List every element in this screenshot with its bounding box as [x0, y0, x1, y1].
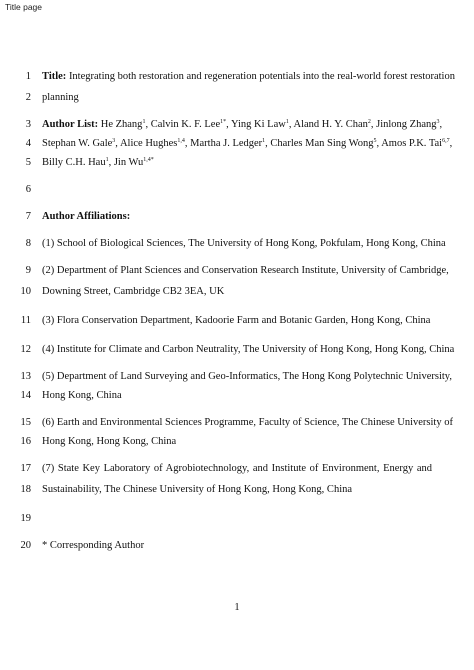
line-number: 10 [20, 286, 31, 297]
affiliation-item: (4) Institute for Climate and Carbon Neutrality, The University of Hong Kong, Hong Kong, China [42, 344, 455, 355]
line-number: 8 [25, 238, 31, 249]
line-number: 2 [25, 92, 31, 103]
title-line-2: planning [42, 92, 79, 103]
author-name: Calvin K. F. Lee [150, 119, 221, 130]
author-line-2: Stephan W. Gale$^3$, Alice Hughes$^{1,4}$, Martha J. Ledger$^1$, Charles Man Sing Wong$^5$, Amos P.K. Tai$^{6,7}$, [42, 138, 453, 149]
line-number: 17 [20, 463, 31, 474]
page-number: 1 [234, 602, 240, 613]
author-affiliation-mark: 1 [105, 157, 109, 163]
line-number: 3 [25, 119, 31, 130]
author-name: He Zhang [100, 119, 143, 130]
author-line-1: Author List: He Zhang$^1$, Calvin K. F. Lee$^{1*}$, Ying Ki Law$^1$, Aland H. Y. Chan$^2$, Jinlong Zhang$^3$, [42, 119, 443, 130]
author-name: Alice Hughes [119, 138, 178, 149]
title-text: Integrating both restoration and regeneration potentials into the real-world forest restoration [68, 71, 455, 82]
author-affiliation-mark: 3 [112, 138, 116, 144]
affiliation-item-continued: Sustainability, The Chinese University of Hong Kong, Hong Kong, China [42, 484, 353, 495]
affiliation-item: (1) School of Biological Sciences, The University of Hong Kong, Pokfulam, Hong Kong, China [42, 238, 446, 249]
affiliation-item-continued: Hong Kong, China [42, 390, 122, 401]
line-number: 19 [20, 513, 31, 524]
line-number: 20 [20, 540, 31, 551]
line-number: 1 [25, 71, 31, 82]
line-number: 15 [20, 417, 31, 428]
author-name: Charles Man Sing Wong [270, 138, 374, 149]
author-name: Martha J. Ledger [190, 138, 263, 149]
author-affiliation-mark: 1 [262, 138, 266, 144]
author-name: Stephan W. Gale [42, 138, 113, 149]
author-affiliation-mark: 6,7 [442, 138, 450, 144]
title-label: Title: [42, 71, 67, 82]
author-affiliation-mark: 1 [285, 119, 289, 125]
running-head: Title page [5, 2, 43, 12]
line-number: 12 [20, 344, 31, 355]
line-number: 16 [20, 436, 31, 447]
line-number: 13 [20, 371, 31, 382]
author-affiliation-mark: 5 [373, 138, 377, 144]
author-name: Aland H. Y. Chan [293, 119, 368, 130]
line-number: 18 [20, 484, 31, 495]
affiliation-item-continued: Hong Kong, Hong Kong, China [42, 436, 177, 447]
affiliations-heading: Author Affiliations: [42, 211, 131, 222]
affiliation-item: (7) State Key Laboratory of Agrobiotechnology, and Institute of Environment, Energy and [42, 463, 432, 474]
author-affiliation-mark: 2 [367, 119, 371, 125]
line-number: 7 [25, 211, 31, 222]
author-name: Jinlong Zhang [376, 119, 437, 130]
author-affiliation-mark: 1,4* [143, 157, 154, 163]
line-number: 9 [25, 265, 31, 276]
author-name: Amos P.K. Tai [381, 138, 443, 149]
affiliation-item: (3) Flora Conservation Department, Kadoorie Farm and Botanic Garden, Hong Kong, China [42, 315, 431, 326]
affiliation-item: (6) Earth and Environmental Sciences Programme, Faculty of Science, The Chinese University of [42, 417, 453, 428]
author-name: Ying Ki Law [231, 119, 286, 130]
author-name: Jin Wu [113, 157, 144, 168]
corresponding-author-note: * Corresponding Author [42, 540, 145, 551]
line-number: 4 [25, 138, 31, 149]
author-affiliation-mark: 3 [436, 119, 440, 125]
author-list-label: Author List: [42, 119, 99, 130]
author-affiliation-mark: 1,4 [177, 138, 185, 144]
line-number: 5 [25, 157, 31, 168]
author-line-3: Billy C.H. Hau$^1$, Jin $Wu^{1,4*}$ [42, 157, 154, 168]
line-number: 11 [20, 315, 31, 326]
affiliation-item: (2) Department of Plant Sciences and Conservation Research Institute, University of Cambridge, [42, 265, 449, 276]
line-number: 14 [20, 390, 31, 401]
title-line-1 [42, 70, 455, 83]
author-affiliation-mark: 1 [142, 119, 146, 125]
affiliation-item-continued: Downing Street, Cambridge CB2 3EA, UK [42, 286, 225, 297]
affiliation-item: (5) Department of Land Surveying and Geo-Informatics, The Hong Kong Polytechnic University, [42, 371, 452, 382]
author-name: Billy C.H. Hau [42, 157, 106, 168]
author-affiliation-mark: 1* [220, 119, 227, 125]
line-number: 6 [25, 184, 31, 195]
